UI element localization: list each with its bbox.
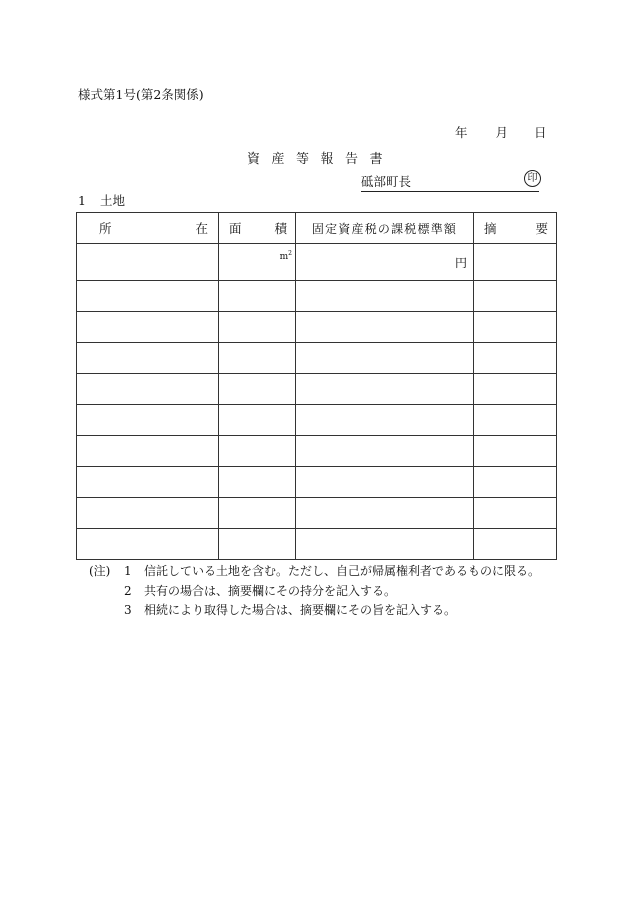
location-cell[interactable]	[77, 467, 219, 498]
table-row	[77, 498, 557, 529]
table-row	[77, 374, 557, 405]
remarks-cell[interactable]	[474, 529, 557, 560]
land-asset-table	[76, 212, 557, 560]
section-number: 1	[78, 193, 86, 208]
table-row	[77, 312, 557, 343]
valuation-cell[interactable]	[296, 498, 474, 529]
remarks-cell[interactable]	[474, 281, 557, 312]
area-cell[interactable]	[219, 529, 296, 560]
table-row	[77, 343, 557, 374]
area-cell[interactable]	[219, 281, 296, 312]
date-day: 日	[534, 125, 547, 140]
location-cell[interactable]	[77, 281, 219, 312]
valuation-cell[interactable]	[296, 343, 474, 374]
location-cell[interactable]	[77, 374, 219, 405]
table-row	[77, 467, 557, 498]
date-year: 年	[455, 125, 468, 140]
remarks-cell[interactable]	[474, 244, 557, 281]
location-cell[interactable]	[77, 244, 219, 281]
valuation-cell[interactable]	[296, 467, 474, 498]
table-row	[77, 244, 557, 281]
note-text: 信託している土地を含む。ただし、自己が帰属権利者であるものに限る。	[144, 564, 541, 578]
area-cell[interactable]	[219, 405, 296, 436]
note-item: 3 相続により取得した場合は、摘要欄にその旨を記入する。	[89, 601, 540, 621]
table-row	[77, 436, 557, 467]
addressee-line: 砥部町長	[361, 172, 539, 192]
location-cell[interactable]	[77, 405, 219, 436]
location-cell[interactable]	[77, 436, 219, 467]
date-month: 月	[495, 125, 509, 140]
valuation-cell[interactable]	[296, 244, 474, 281]
header-location: 所 在	[77, 213, 219, 244]
section-heading	[78, 191, 125, 209]
remarks-cell[interactable]	[474, 436, 557, 467]
seal-mark: 印	[524, 170, 541, 187]
area-cell[interactable]	[219, 436, 296, 467]
notes	[89, 562, 540, 621]
location-cell[interactable]	[77, 498, 219, 529]
location-cell[interactable]	[77, 343, 219, 374]
section-label: 土地	[99, 193, 125, 208]
area-cell[interactable]	[219, 343, 296, 374]
remarks-cell[interactable]	[474, 343, 557, 374]
note-text: 相続により取得した場合は、摘要欄にその旨を記入する。	[144, 603, 457, 617]
valuation-unit: 円	[454, 255, 467, 270]
header-valuation: 固定資産税の課税標準額	[296, 213, 474, 244]
note-item: (注) 1 信託している土地を含む。ただし、自己が帰属権利者であるものに限る。	[89, 562, 540, 582]
table-row	[77, 281, 557, 312]
valuation-cell[interactable]	[296, 312, 474, 343]
header-remarks: 摘 要	[474, 213, 557, 244]
valuation-cell[interactable]	[296, 374, 474, 405]
remarks-cell[interactable]	[474, 374, 557, 405]
remarks-cell[interactable]	[474, 467, 557, 498]
note-item: 2 共有の場合は、摘要欄にその持分を記入する。	[89, 582, 540, 602]
location-cell[interactable]	[77, 529, 219, 560]
remarks-cell[interactable]	[474, 405, 557, 436]
table-row	[77, 405, 557, 436]
area-cell[interactable]	[219, 498, 296, 529]
date-line	[455, 123, 547, 141]
document-title: 資産等報告書	[247, 152, 395, 167]
remarks-cell[interactable]	[474, 312, 557, 343]
notes-label: (注)	[89, 564, 111, 578]
form-number-label: 様式第1号(第2条関係)	[78, 87, 204, 102]
area-cell[interactable]	[219, 374, 296, 405]
remarks-cell[interactable]	[474, 498, 557, 529]
valuation-cell[interactable]	[296, 405, 474, 436]
area-cell[interactable]: $m^2$	[219, 244, 296, 281]
area-cell[interactable]	[219, 312, 296, 343]
location-cell[interactable]	[77, 312, 219, 343]
valuation-cell[interactable]	[296, 436, 474, 467]
table-header-row	[77, 213, 557, 244]
note-text: 共有の場合は、摘要欄にその持分を記入する。	[144, 583, 397, 598]
header-area: 面 積	[219, 213, 296, 244]
table-row	[77, 529, 557, 560]
valuation-cell[interactable]	[296, 281, 474, 312]
valuation-cell[interactable]	[296, 529, 474, 560]
area-cell[interactable]	[219, 467, 296, 498]
area-unit: m	[279, 252, 289, 262]
